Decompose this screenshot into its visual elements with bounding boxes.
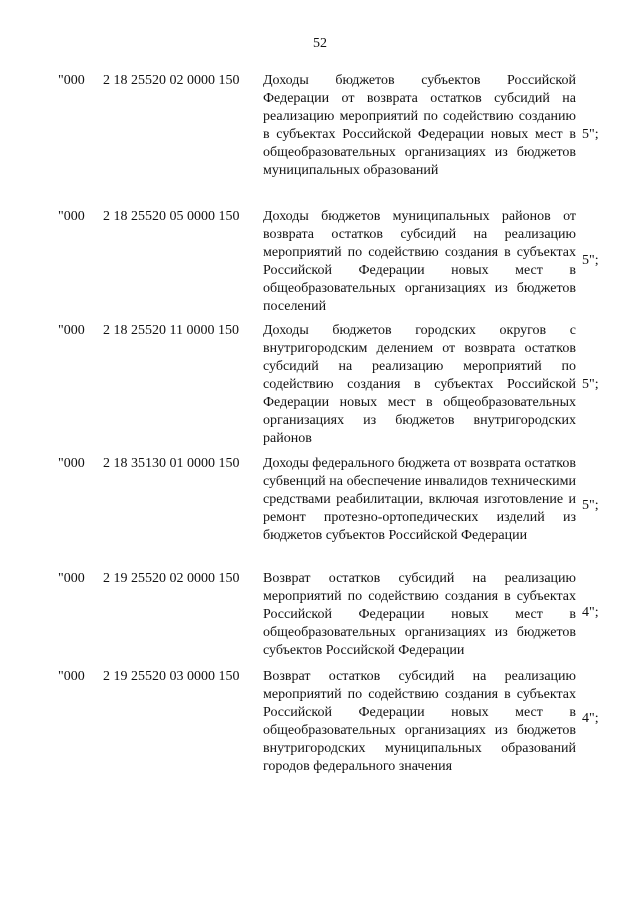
code-prefix: "000 bbox=[58, 73, 85, 88]
code-prefix: "000 bbox=[58, 209, 85, 224]
budget-code: 2 19 25520 03 0000 150 bbox=[103, 669, 240, 684]
income-description: Доходы бюджетов муниципальных районов от возврата остатков субсидий на реализацию мероприятий по содействию создания в субъектах Российской Федерации новых мест в общеобразовательных организациях из бюджетов поселений bbox=[263, 209, 576, 314]
page-number: 52 bbox=[313, 36, 327, 51]
group-code: 5"; bbox=[582, 498, 599, 513]
code-prefix: "000 bbox=[58, 456, 85, 471]
budget-code: 2 18 25520 02 0000 150 bbox=[103, 73, 240, 88]
budget-code: 2 19 25520 02 0000 150 bbox=[103, 571, 240, 586]
group-code: 4"; bbox=[582, 605, 599, 620]
group-code: 4"; bbox=[582, 711, 599, 726]
income-description: Доходы федерального бюджета от возврата остатков субвенций на обеспечение инвалидов техническими средствами реабилитации, включая изготовление и ремонт протезно-ортопедических изделий из бюджетов субъектов Российской Федерации bbox=[263, 456, 576, 543]
code-prefix: "000 bbox=[58, 669, 85, 684]
group-code: 5"; bbox=[582, 377, 599, 392]
code-prefix: "000 bbox=[58, 323, 85, 338]
income-description: Доходы бюджетов субъектов Российской Федерации от возврата остатков субсидий на реализацию мероприятий по содействию созданию в субъектах Российской Федерации новых мест в общеобразовательных организациях из бюджетов муниципальных образований bbox=[263, 73, 576, 178]
income-description: Возврат остатков субсидий на реализацию мероприятий по содействию создания в субъектах Российской Федерации новых мест в общеобразовательных организациях из бюджетов внутригородских муниципальных образований городов федерального значения bbox=[263, 669, 576, 774]
budget-code: 2 18 25520 11 0000 150 bbox=[103, 323, 239, 338]
income-description: Доходы бюджетов городских округов с внутригородским делением от возврата остатков субсидий на реализацию мероприятий по содействию создания в субъектах Российской Федерации новых мест в общеобразовательных организациях из бюджетов внутригородских районов bbox=[263, 323, 576, 446]
group-code: 5"; bbox=[582, 253, 599, 268]
budget-code: 2 18 35130 01 0000 150 bbox=[103, 456, 240, 471]
group-code: 5"; bbox=[582, 127, 599, 142]
code-prefix: "000 bbox=[58, 571, 85, 586]
income-description: Возврат остатков субсидий на реализацию мероприятий по содействию создания в субъектах Российской Федерации новых мест в общеобразовательных организациях из бюджетов субъектов Российской Федерации bbox=[263, 571, 576, 658]
budget-code: 2 18 25520 05 0000 150 bbox=[103, 209, 240, 224]
